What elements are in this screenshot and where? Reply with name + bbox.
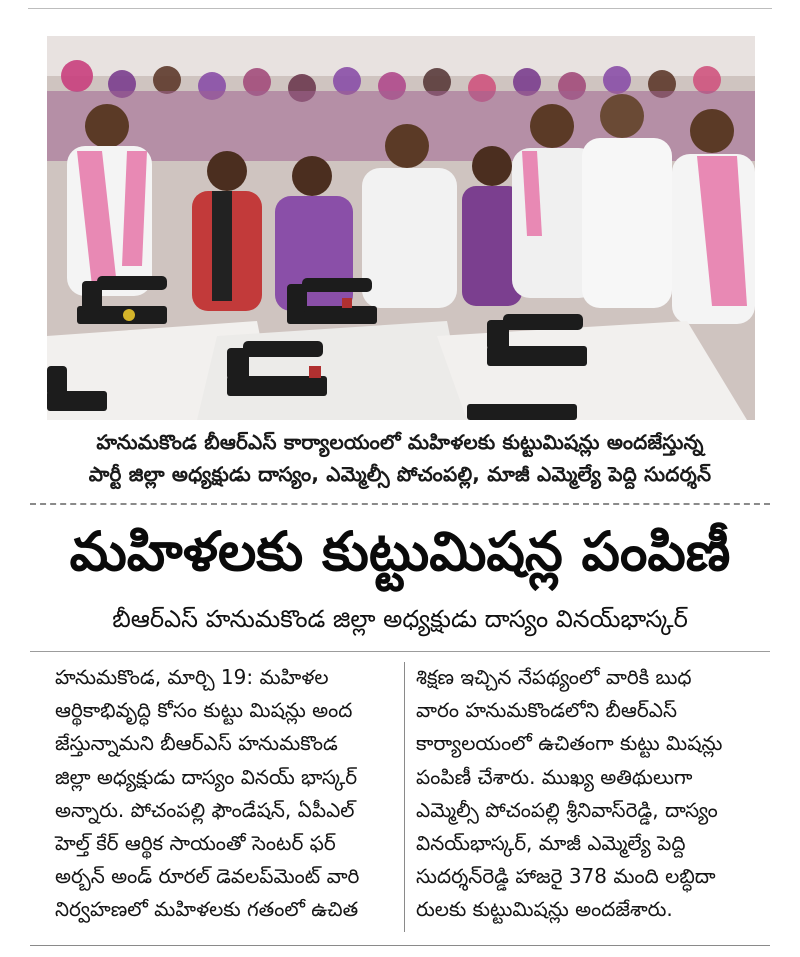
article-line: హనుమకొండ, మార్చి 19: మహిళల <box>55 665 329 689</box>
article-column-right <box>416 661 764 927</box>
top-rule <box>28 8 772 9</box>
subheadline-divider <box>30 651 770 652</box>
article-line: హెల్త్ కేర్ ఆర్థిక సాయంతో సెంటర్ ఫర్ <box>55 831 336 856</box>
sewing-machine-6 <box>467 404 577 420</box>
article-line: జేస్తున్నామని బీఆర్ఎస్ హనుమకొండ <box>55 731 338 756</box>
article-line: వినయ్‌భాస్కర్, మాజీ ఎమ్మెల్యే పెద్ది <box>416 831 686 856</box>
column-divider <box>404 662 405 932</box>
caption-divider <box>30 503 770 505</box>
tables <box>47 321 747 420</box>
article-line: ఆర్థికాభివృద్ధి కోసం కుట్టు మిషన్లు అంద <box>55 698 353 723</box>
article-line: నిర్వహణలో మహిళలకు గతంలో ఉచిత <box>55 897 359 922</box>
news-photo <box>47 36 755 420</box>
photo-caption-line-1: హనుమకొండ బీఆర్ఎస్ కార్యాలయంలో మహిళలకు కుట్టుమిషన్లు అందజేస్తున్న <box>96 430 704 454</box>
article-line: పంపిణీ చేశారు. ముఖ్య అతిథులుగా <box>416 764 693 789</box>
article-line: అర్బన్ అండ్ రూరల్ డెవలప్‌మెంట్ వారి <box>55 864 360 889</box>
article-line: శిక్షణ ఇచ్చిన నేపథ్యంలో వారికి బుధ <box>416 665 692 689</box>
article-line: ఎమ్మెల్సీ పోచంపల్లి శ్రీనివాస్‌రెడ్డి, దాస్యం <box>416 797 718 822</box>
article-line: కార్యాలయంలో ఉచితంగా కుట్టు మిషన్లు <box>416 731 723 756</box>
article-line: రులకు కుట్టుమిషన్లు అందజేశారు. <box>416 897 673 922</box>
headline: మహిళలకు కుట్టుమిషన్ల పంపిణీ <box>69 520 731 583</box>
subheadline: బీఆర్ఎస్ హనుమకొండ జిల్లా అధ్యక్షుడు దాస్యం వినయ్‌భాస్కర్ <box>112 605 688 633</box>
bottom-rule <box>30 945 770 946</box>
article-line: సుదర్శన్‌రెడ్డి హాజరై 378 మంది లబ్ధిదా <box>416 864 716 889</box>
article-line: జిల్లా అధ్యక్షుడు దాస్యం వినయ్ భాస్కర్ <box>55 764 358 789</box>
photo-caption-line-2: పార్టీ జిల్లా అధ్యక్షుడు దాస్యం, ఎమ్మెల్సీ పోచంపల్లి, మాజీ ఎమ్మెల్యే పెద్ది సుదర్శన్ <box>88 462 712 486</box>
photo-illustration <box>47 36 755 420</box>
hall-ceiling <box>47 36 755 76</box>
article-line: అన్నారు. పోచంపల్లి ఫౌండేషన్, ఏపీఎల్ <box>55 797 355 822</box>
article-column-left <box>55 661 403 927</box>
article-line: వారం హనుమకొండలోని బీఆర్ఎస్ <box>416 698 677 723</box>
